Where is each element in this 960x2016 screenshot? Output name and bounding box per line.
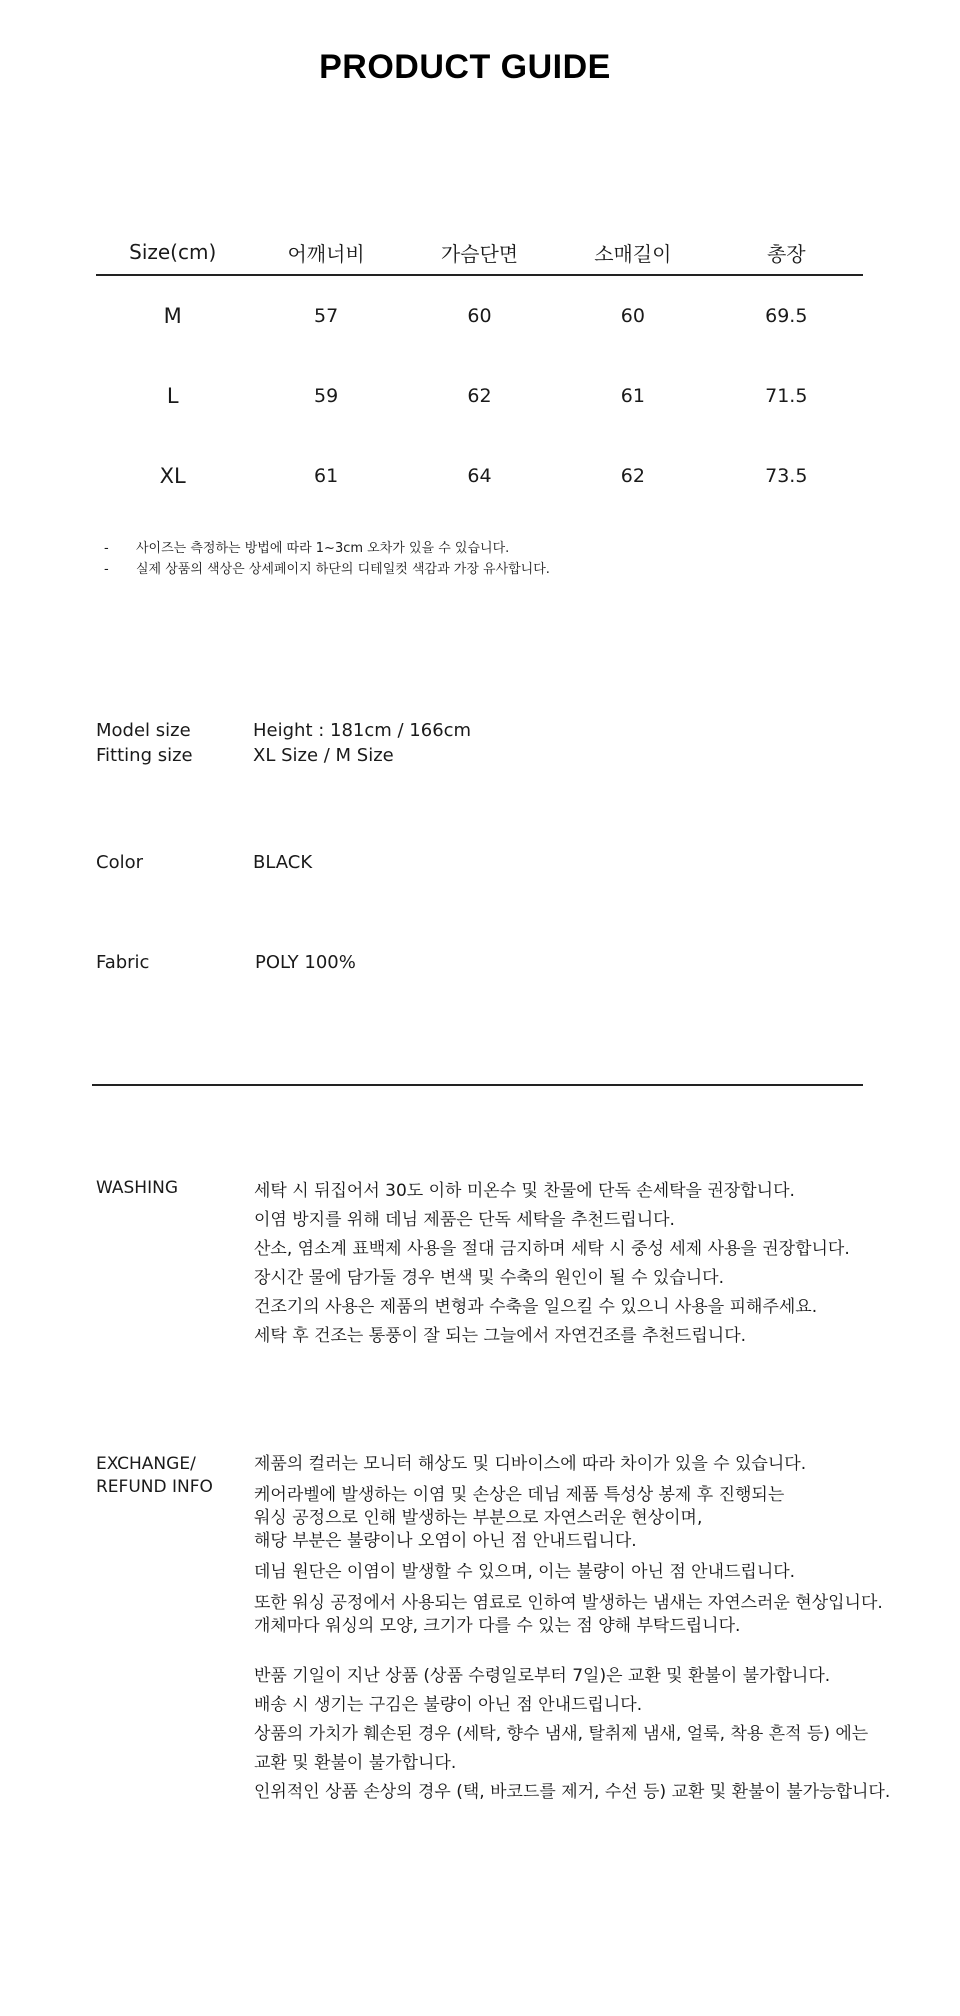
size-table — [96, 230, 863, 516]
exchange-line: 제품의 컬러는 모니터 해상도 및 디바이스에 따라 차이가 있을 수 있습니다. — [254, 1454, 807, 1474]
exchange-line: 워싱 공정으로 인해 발생하는 부분으로 자연스러운 현상이며, — [254, 1508, 703, 1528]
note-dash: - — [104, 541, 109, 556]
header-sleeve: 소매길이 — [556, 230, 709, 275]
section-divider — [92, 1084, 863, 1086]
size-table-header — [96, 230, 863, 275]
exchange-line: 개체마다 워싱의 모양, 크기가 다를 수 있는 점 양해 부탁드립니다. — [254, 1616, 741, 1636]
header-size: Size(cm) — [96, 230, 249, 275]
note-item — [104, 538, 550, 559]
paragraph-gap — [254, 1646, 890, 1662]
model-values — [253, 718, 471, 768]
note-text: 실제 상품의 색상은 상세페이지 하단의 디테일컷 색감과 가장 유사합니다. — [136, 562, 550, 577]
page-title: PRODUCT GUIDE — [319, 48, 611, 86]
washing-section — [96, 1177, 896, 1357]
table-cell: 60 — [467, 305, 492, 327]
exchange-lines — [254, 1453, 890, 1807]
exchange-line: 인위적인 상품 손상의 경우 (택, 바코드를 제거, 수선 등) 교환 및 환불이 불가능합니다. — [254, 1782, 891, 1802]
washing-line: 세탁 후 건조는 통풍이 잘 되는 그늘에서 자연건조를 추천드립니다. — [254, 1326, 747, 1346]
exchange-paragraph — [254, 1453, 890, 1476]
exchange-label-line: EXCHANGE/ — [96, 1454, 196, 1474]
table-row — [96, 436, 863, 516]
exchange-line: 배송 시 생기는 구김은 불량이 아닌 점 안내드립니다. — [254, 1695, 643, 1715]
exchange-paragraph — [254, 1484, 890, 1553]
size-name: L — [166, 384, 179, 408]
table-cell: 57 — [313, 305, 339, 327]
washing-line: 장시간 물에 담가둘 경우 변색 및 수축의 원인이 될 수 있습니다. — [254, 1268, 724, 1288]
size-name: XL — [159, 464, 186, 488]
table-cell: 73.5 — [765, 465, 808, 487]
washing-line: 산소, 염소계 표백제 사용을 절대 금지하며 세탁 시 중성 세제 사용을 권장합니다. — [254, 1239, 850, 1259]
exchange-label — [96, 1453, 246, 1499]
exchange-paragraph — [254, 1592, 890, 1638]
fabric-info — [96, 950, 876, 975]
table-cell: 71.5 — [765, 385, 808, 407]
exchange-line: 반품 기일이 지난 상품 (상품 수령일로부터 7일)은 교환 및 환불이 불가합니다. — [254, 1666, 831, 1686]
exchange-line: 상품의 가치가 훼손된 경우 (세탁, 향수 냄새, 탈취제 냄새, 얼룩, 착용 흔적 등) 에는 — [254, 1724, 869, 1744]
washing-line: 건조기의 사용은 제품의 변형과 수축을 일으킬 수 있으니 사용을 피해주세요. — [254, 1297, 818, 1317]
size-name: M — [163, 304, 182, 328]
table-cell: 62 — [620, 465, 645, 487]
model-labels — [96, 718, 193, 768]
table-cell: 59 — [313, 385, 339, 407]
exchange-section — [96, 1453, 896, 1833]
washing-lines — [254, 1177, 850, 1351]
fitting-size-label: Fitting size — [96, 745, 193, 766]
color-label: Color — [96, 852, 143, 873]
model-size-label: Model size — [96, 720, 191, 741]
exchange-line: 또한 워싱 공정에서 사용되는 염료로 인하여 발생하는 냄새는 자연스러운 현상입니다. — [254, 1593, 883, 1613]
fitting-size-value: XL Size / M Size — [253, 745, 394, 766]
note-dash: - — [104, 562, 109, 577]
table-cell: 62 — [467, 385, 492, 407]
washing-line: 이염 방지를 위해 데님 제품은 단독 세탁을 추천드립니다. — [254, 1210, 675, 1230]
exchange-line: 데님 원단은 이염이 발생할 수 있으며, 이는 불량이 아닌 점 안내드립니다. — [254, 1562, 796, 1582]
exchange-line: 케어라벨에 발생하는 이염 및 손상은 데님 제품 특성상 봉제 후 진행되는 — [254, 1485, 785, 1505]
color-info — [96, 850, 876, 875]
color-value: BLACK — [253, 852, 313, 873]
exchange-line: 교환 및 환불이 불가합니다. — [254, 1753, 457, 1773]
header-shoulder: 어깨너비 — [249, 230, 402, 275]
table-cell: 61 — [620, 385, 645, 407]
fabric-value: POLY 100% — [255, 952, 356, 973]
fabric-label: Fabric — [96, 952, 150, 973]
size-notes — [104, 538, 550, 580]
note-text: 사이즈는 측정하는 방법에 따라 1~3cm 오차가 있을 수 있습니다. — [136, 541, 510, 556]
table-cell: 60 — [620, 305, 645, 327]
table-row — [96, 275, 863, 356]
exchange-line: 해당 부분은 불량이나 오염이 아닌 점 안내드립니다. — [254, 1531, 637, 1551]
table-cell: 69.5 — [765, 305, 808, 327]
table-row — [96, 356, 863, 436]
washing-line: 세탁 시 뒤집어서 30도 이하 미온수 및 찬물에 단독 손세탁을 권장합니다. — [254, 1181, 795, 1201]
table-cell: 61 — [313, 465, 339, 487]
model-height-value: Height : 181cm / 166cm — [253, 720, 472, 741]
table-cell: 64 — [467, 465, 492, 487]
model-info — [96, 718, 876, 768]
header-chest: 가슴단면 — [403, 230, 556, 275]
exchange-paragraph — [254, 1561, 890, 1584]
header-length: 총장 — [710, 230, 863, 275]
washing-label: WASHING — [96, 1178, 178, 1198]
note-item — [104, 559, 550, 580]
exchange-label-line: REFUND INFO — [96, 1477, 213, 1497]
exchange-paragraph — [254, 1662, 890, 1807]
